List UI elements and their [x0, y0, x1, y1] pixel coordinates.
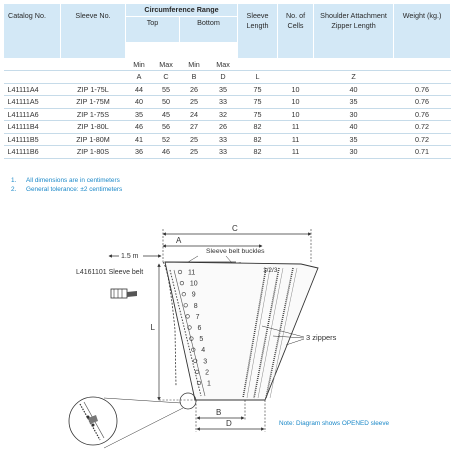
table-cell: 46 [153, 146, 180, 159]
table-cell: 0.76 [394, 96, 451, 109]
table-cell: 0.72 [394, 133, 451, 146]
cell-number: 3 [203, 358, 208, 366]
min-label: Min [180, 58, 209, 71]
header-circumference-range: Circumference Range [126, 4, 238, 17]
table-cell: 35 [209, 83, 238, 96]
table-cell: ZIP 1-75S [61, 108, 126, 121]
table-cell: L41111B4 [4, 121, 61, 134]
table-cell: 33 [209, 146, 238, 159]
table-cell: 50 [153, 96, 180, 109]
table-cell: L41111B5 [4, 133, 61, 146]
table-cell: 40 [314, 83, 394, 96]
table-cell: 41 [126, 133, 153, 146]
table-cell: 82 [238, 146, 278, 159]
cell-number: 10 [189, 280, 198, 288]
table-cell: 11 [278, 121, 314, 134]
letter-d: D [209, 71, 238, 84]
belt-label: L4161101 Sleeve belt [76, 269, 144, 276]
belt-buckle-icon [111, 289, 127, 298]
cell-number: 1 [207, 380, 211, 388]
header-sleeve-no: Sleeve No. [61, 4, 126, 59]
table-cell: 82 [238, 121, 278, 134]
table-cell: 40 [314, 121, 394, 134]
table-cell: 10 [278, 83, 314, 96]
dimension-a-label: A [176, 236, 182, 245]
table-cell: 30 [314, 146, 394, 159]
max-label: Max [209, 58, 238, 71]
table-cell: 30 [314, 108, 394, 121]
table-cell: 75 [238, 108, 278, 121]
table-cell: 25 [180, 133, 209, 146]
table-cell: 11 [278, 133, 314, 146]
table-cell: ZIP 1-80L [61, 121, 126, 134]
table-cell: 11 [278, 146, 314, 159]
table-cell: 10 [278, 96, 314, 109]
table-cell: 35 [126, 108, 153, 121]
table-cell: 0.76 [394, 83, 451, 96]
cell-number: 9 [191, 291, 196, 299]
cell-number: 4 [201, 347, 206, 355]
letter-z: Z [314, 71, 394, 84]
table-cell: L41111A4 [4, 83, 61, 96]
table-cell: 52 [153, 133, 180, 146]
table-cell: 82 [238, 133, 278, 146]
cell-number: 11 [188, 269, 196, 277]
table-cell: 26 [209, 121, 238, 134]
table-cell: 0.71 [394, 146, 451, 159]
table-cell: 55 [153, 83, 180, 96]
table-cell: 26 [180, 83, 209, 96]
table-cell: 40 [126, 96, 153, 109]
table-cell: 75 [238, 96, 278, 109]
table-cell: 27 [180, 121, 209, 134]
table-cell: 25 [180, 146, 209, 159]
zipper-sizes-label: 1/2/3 [263, 267, 278, 274]
table-cell: 35 [314, 133, 394, 146]
header-shoulder-zipper: Shoulder Attachment Zipper Length [314, 4, 394, 59]
table-cell: L41111B6 [4, 146, 61, 159]
header-weight: Weight (kg.) [394, 4, 451, 59]
table-cell: 56 [153, 121, 180, 134]
dimension-b-label: B [216, 408, 222, 417]
table-cell: ZIP 1-80S [61, 146, 126, 159]
cell-number: 6 [197, 325, 202, 332]
table-cell: L41111A6 [4, 108, 61, 121]
table-cell: 0.76 [394, 108, 451, 121]
cell-number: 2 [205, 369, 210, 377]
cell-number: 7 [195, 313, 200, 321]
table-cell: 46 [126, 121, 153, 134]
letter-a: A [126, 71, 153, 84]
dimension-l-label: L [150, 323, 155, 332]
table-cell: 35 [314, 96, 394, 109]
cell-number: 8 [193, 302, 198, 310]
table-cell: 32 [209, 108, 238, 121]
zippers-label: 3 zippers [306, 333, 337, 342]
table-cell: 24 [180, 108, 209, 121]
table-cell: 10 [278, 108, 314, 121]
cell-number: 5 [199, 336, 204, 344]
header-top: Top [126, 16, 180, 42]
dimension-c-label: C [232, 224, 238, 233]
sleeve-outline [165, 262, 318, 400]
table-cell: ZIP 1-80M [61, 133, 126, 146]
table-cell: 33 [209, 96, 238, 109]
table-cell: 0.72 [394, 121, 451, 134]
header-bottom: Bottom [180, 16, 238, 42]
dimension-d-label: D [226, 419, 232, 428]
table-cell: ZIP 1-75M [61, 96, 126, 109]
header-sleeve-length: Sleeve Length [238, 4, 278, 59]
table-cell: 45 [153, 108, 180, 121]
header-cells: No. of Cells [278, 4, 314, 59]
buckles-label: Sleeve belt buckles [206, 248, 265, 255]
table-cell: 75 [238, 83, 278, 96]
table-cell: 25 [180, 96, 209, 109]
note-item: 2. General tolerance: ±2 centimeters [11, 186, 123, 193]
table-cell: 36 [126, 146, 153, 159]
belt-length-label: 1.5 m [121, 253, 139, 260]
table-cell: ZIP 1-75L [61, 83, 126, 96]
min-label: Min [126, 58, 153, 71]
max-label: Max [153, 58, 180, 71]
header-catalog: Catalog No. [4, 4, 61, 59]
table-cell: L41111A5 [4, 96, 61, 109]
diagram-note: Note: Diagram shows OPENED sleeve [279, 420, 390, 427]
note-item: 1. All dimensions are in centimeters [11, 177, 120, 184]
letter-b: B [180, 71, 209, 84]
table-cell: 44 [126, 83, 153, 96]
table-cell: 33 [209, 133, 238, 146]
letter-c: C [153, 71, 180, 84]
letter-l: L [238, 71, 278, 84]
